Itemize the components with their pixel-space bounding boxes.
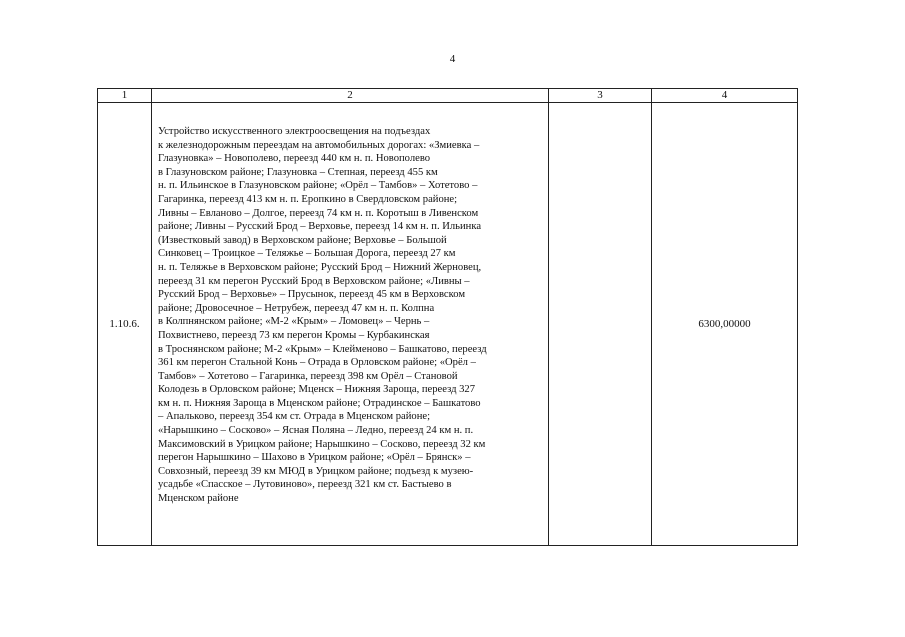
column-header-4: 4 <box>652 89 798 103</box>
row-description-cell <box>152 103 549 546</box>
budget-table <box>97 88 798 546</box>
row-number-cell <box>98 103 152 546</box>
column-header-2: 2 <box>152 89 549 103</box>
column-header-3: 3 <box>549 89 652 103</box>
row-description: Устройство искусственного электроосвещения на подъездах к железнодорожным переездам на автомобильных дорогах: «Змиевка – Глазуновка» – Новополево, переезд 440 км н. п. Новополево в Глазуновском районе; Глазуновка – Степная, переезд 455 км н. п. Ильинское в Глазуновском районе; «Орёл – Тамбов» – Хотетово – Гагаринка, переезд 413 км н. п. Еропкино в Свердловском районе; Ливны – Евланово – Долгое, переезд 74 км н. п. Коротыш в Ливенском районе; Ливны – Русский Брод – Верховье, переезд 14 км н. п. Ильинка (Известковый завод) в Верховском районе; Верховье – Большой Синковец – Троицкое – Теляжье – Большая Дорога, переезд 27 км н. п. Теляжье в Верховском районе; Русский Брод – Нижний Жерновец, переезд 31 км перегон Русский Брод в Верховском районе; «Ливны – Русский Брод – Верховье» – Прусынок, переезд 45 км в Верховском районе; Дровосечное – Нетрубеж, переезд 47 км н. п. Колпна в Колпнянском районе; «М-2 «Крым» – Ломовец» – Чернь – Похвистнево, переезд 73 км перегон Кромы – Курбакинская в Троснянском районе; М-2 «Крым» – Клейменово – Башкатово, переезд 361 км перегон Стальной Конь – Отрада в Орловском районе; «Орёл – Тамбов» – Хотетово – Гагаринка, переезд 398 км Орёл – Становой Колодезь в Орловском районе; Мценск – Нижняя Зароща, переезд 327 км н. п. Нижняя Зароща в Мценском районе; Отрадинское – Башкатово – Апальково, переезд 354 км ст. Отрада в Мценском районе; «Нарышкино – Сосково» – Ясная Поляна – Ледно, переезд 24 км н. п. Максимовский в Урицком районе; Нарышкино – Сосково, переезд 32 км перегон Нарышкино – Шахово в Урицком районе; «Орёл – Брянск» – Совхозный, переезд 39 км МЮД в Урицком районе; подъезд к музею- усадьбе «Спасское – Лутовиново», переезд 321 км ст. Бастыево в Мценском районе <box>158 126 487 505</box>
row-amount-cell <box>652 103 798 546</box>
row-amount: 6300,00000 <box>698 318 751 330</box>
column-header-1: 1 <box>98 89 152 103</box>
page-number: 4 <box>449 53 456 65</box>
row-column-3-cell <box>549 103 652 546</box>
table-row <box>98 103 798 546</box>
row-number: 1.10.6. <box>109 318 140 330</box>
table-header-row <box>98 89 798 103</box>
